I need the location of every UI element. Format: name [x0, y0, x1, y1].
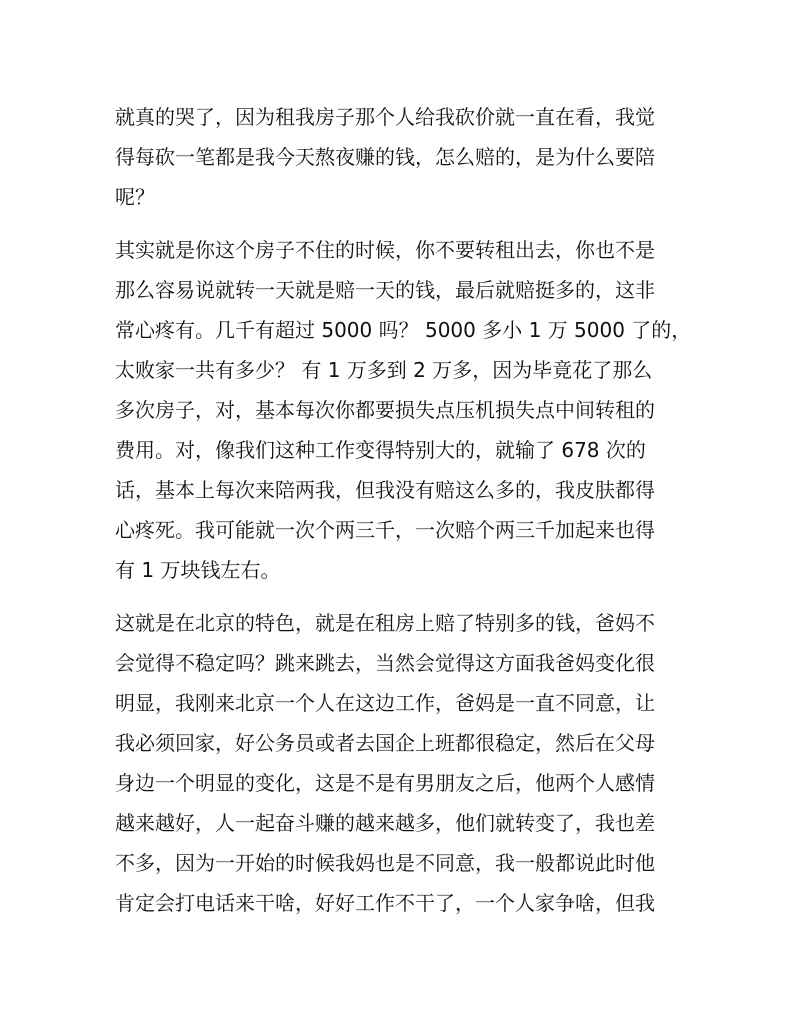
text-line: 呢？ [115, 185, 155, 209]
text-line: 明显，我刚来北京一个人在这边工作，爸妈是一直不同意，让 [115, 691, 655, 715]
text-line: 那么容易说就转一天就是赔一天的钱，最后就赔挺多的，这非 [115, 278, 655, 302]
paragraph-1 [115, 97, 681, 217]
paragraph-3 [115, 603, 681, 923]
text-line: 心疼死。我可能就一次个两三千，一次赔个两三千加起来也得 [115, 518, 655, 542]
text-line: 费用。对，像我们这种工作变得特别大的，就输了 678 次的 [115, 438, 646, 462]
text-line: 身边一个明显的变化，这是不是有男朋友之后，他两个人感情 [115, 771, 655, 795]
text-line: 话，基本上每次来陪两我，但我没有赔这么多的，我皮肤都得 [115, 478, 655, 502]
text-line: 得每砍一笔都是我今天熬夜赚的钱，怎么赔的，是为什么要陪 [115, 145, 655, 169]
text-line: 多次房子，对，基本每次你都要损失点压机损失点中间转租的 [115, 398, 655, 422]
paragraph-2 [115, 230, 692, 590]
text-line: 我必须回家，好公务员或者去国企上班都很稳定，然后在父母 [115, 731, 655, 755]
document-body [115, 97, 692, 923]
text-line: 这就是在北京的特色，就是在租房上赔了特别多的钱，爸妈不 [115, 611, 655, 635]
text-line: 不多，因为一开始的时候我妈也是不同意，我一般都说此时他 [115, 851, 655, 875]
text-line: 会觉得不稳定吗？跳来跳去，当然会觉得这方面我爸妈变化很 [115, 651, 655, 675]
text-line: 常心疼有。几千有超过 5000 吗？ 5000 多小 1 万 5000 了的， [115, 318, 692, 342]
text-line: 越来越好，人一起奋斗赚的越来越多，他们就转变了，我也差 [115, 811, 655, 835]
text-line: 其实就是你这个房子不住的时候，你不要转租出去，你也不是 [115, 238, 655, 262]
text-line: 就真的哭了，因为租我房子那个人给我砍价就一直在看，我觉 [115, 105, 655, 129]
text-line: 太败家一共有多少？ 有 1 万多到 2 万多，因为毕竟花了那么 [115, 358, 653, 382]
text-line: 有 1 万块钱左右。 [115, 558, 281, 582]
text-line: 肯定会打电话来干啥，好好工作不干了，一个人家争啥，但我 [115, 891, 655, 915]
